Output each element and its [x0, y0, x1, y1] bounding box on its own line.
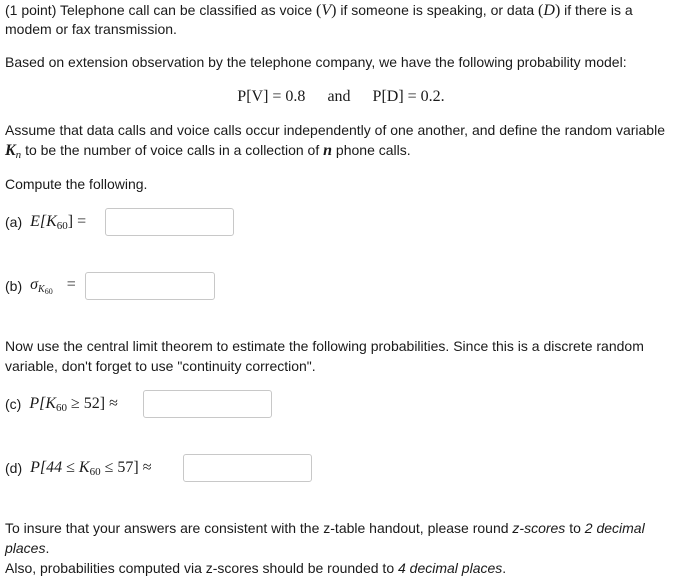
observation-text: Based on extension observation by the telephone company, we have the following probability model:: [5, 54, 627, 70]
answer-input-a[interactable]: [105, 208, 234, 236]
part-c-label: (c) $P[K_{60} \ge 52]$ ≈: [5, 394, 118, 414]
footer-line-3: Also, probabilities computed via z-scores should be rounded to 4 decimal places.: [5, 560, 507, 576]
footer-line-1: To insure that your answers are consistent with the z-table handout, please round z-scores to 2 decimal: [5, 520, 645, 536]
probability-model: [0, 86, 682, 108]
assume-line-2: $K_n$ to be the number of voice calls in a collection of n phone calls.: [5, 142, 411, 161]
part-d-label: (d) $P[44 \le K_{60} \le 57]$ ≈: [5, 458, 152, 478]
pd-expr: P[D] = 0.2.: [372, 88, 445, 105]
clt-line-2: variable, don't forget to use "continuity correction".: [5, 358, 316, 374]
compute-text: Compute the following.: [5, 176, 148, 192]
footer-line-2: places.: [5, 540, 50, 556]
answer-input-c[interactable]: [143, 390, 272, 418]
part-a-label: (a) $E[K_{60}]$ =: [5, 212, 87, 232]
answer-input-b[interactable]: [85, 272, 215, 300]
pv-expr: P[V] = 0.8: [237, 88, 306, 105]
points-label: (1 point): [5, 2, 57, 18]
intro-line-1: (1 point) Telephone call can be classified as voice (V) if someone is speaking, or data (D) if there is a: [5, 2, 633, 19]
and-word: and: [327, 88, 351, 105]
clt-line-1: Now use the central limit theorem to estimate the following probabilities. Since this is a discrete random: [5, 338, 644, 354]
part-b-label: (b) $\sigma_{K_{60}}$ =: [5, 276, 76, 296]
answer-input-d[interactable]: [183, 454, 312, 482]
intro-line-2: modem or fax transmission.: [5, 21, 177, 37]
assume-line-1: Assume that data calls and voice calls occur independently of one another, and define the random variable: [5, 122, 665, 138]
